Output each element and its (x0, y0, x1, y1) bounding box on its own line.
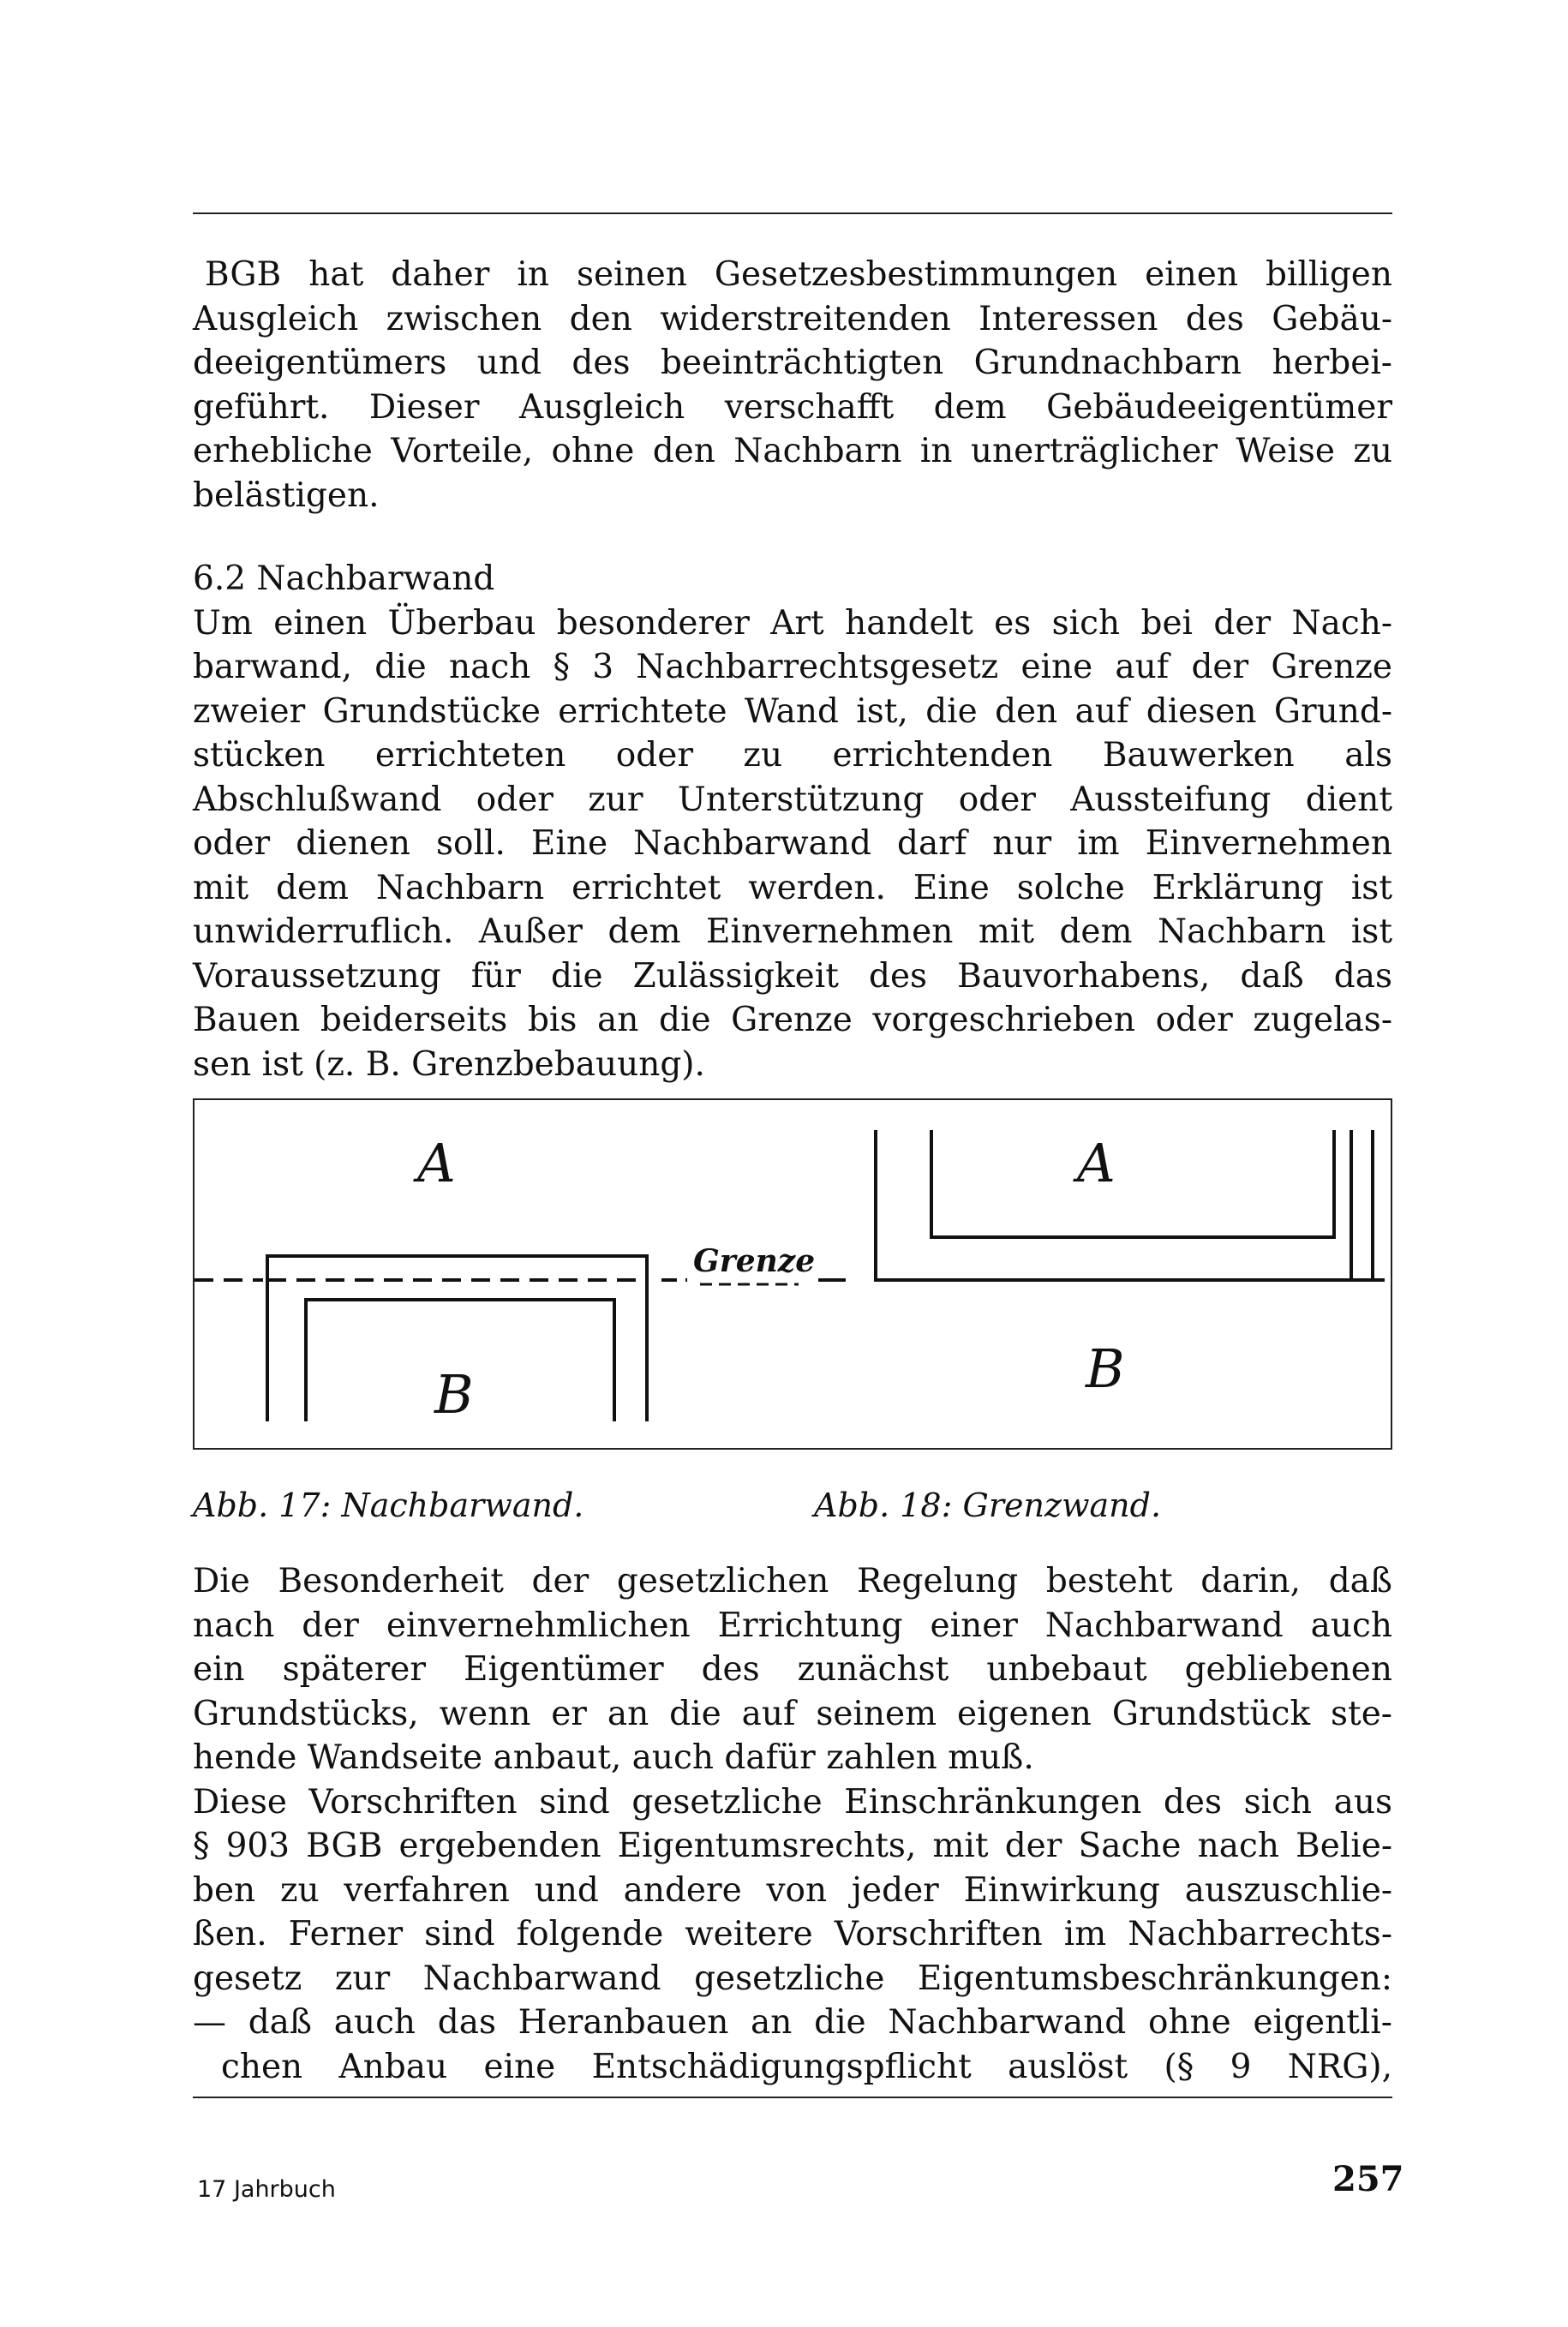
label-b-left: B (434, 1363, 474, 1426)
text-line: Voraussetzung für die Zulässigkeit des Bauvorhabens, daß das (193, 956, 1392, 996)
list-item-line: chen Anbau eine Entschädigungspflicht auslöst (§ 9 NRG), (221, 2047, 1392, 2086)
text-line: deeigentümers und des beeinträchtigten Grundnachbarn herbei- (193, 344, 1392, 382)
text-line: oder dienen soll. Eine Nachbarwand darf nur im Einvernehmen (193, 824, 1392, 863)
footer-signature: 17 Jahrbuch (197, 2176, 336, 2203)
text-line: Bauen beiderseits bis an die Grenze vorgeschrieben oder zugelas- (193, 1001, 1392, 1039)
text-line: geführt. Dieser Ausgleich verschafft dem Gebäudeeigentümer (193, 387, 1392, 427)
paragraph-1 (193, 253, 1392, 517)
label-b-right: B (1086, 1337, 1125, 1400)
text-line: Abschlußwand oder zur Unterstützung oder Aussteifung dient (193, 780, 1392, 819)
label-a-left: A (417, 1132, 456, 1194)
text-line: Diese Vorschriften sind gesetzliche Einschränkungen des sich aus (193, 1782, 1392, 1822)
text-line: nach der einvernehmlichen Errichtung einer Nachbarwand auch (193, 1606, 1392, 1645)
text-line: mit dem Nachbarn errichtet werden. Eine solche Erklärung ist (193, 868, 1392, 907)
page-number: 257 (1332, 2159, 1404, 2199)
caption-fig18: Abb. 18: Grenzwand. (814, 1487, 1162, 1524)
figure-nachbarwand-grenzwand (193, 1098, 1392, 1450)
text-line: barwand, die nach § 3 Nachbarrechtsgesetz eine auf der Grenze (193, 648, 1392, 686)
text-line: erhebliche Vorteile, ohne den Nachbarn in unerträglicher Weise zu (193, 432, 1392, 470)
bottom-rule (193, 2097, 1392, 2098)
text-line: unwiderruflich. Außer dem Einvernehmen mit dem Nachbarn ist (193, 912, 1392, 951)
caption-fig17: Abb. 17: Nachbarwand. (193, 1487, 584, 1524)
label-a-right: A (1077, 1132, 1116, 1194)
inner-wall-a (931, 1130, 1334, 1237)
text-line: gesetz zur Nachbarwand gesetzliche Eigentumsbeschränkungen: (193, 1959, 1392, 1998)
text-line: Grundstücks, wenn er an die auf seinem eigenen Grundstück ste- (193, 1694, 1392, 1733)
text-line: Um einen Überbau besonderer Art handelt es sich bei der Nach- (193, 603, 1392, 643)
text-line: hende Wandseite anbaut, auch dafür zahlen muß. (193, 1738, 1034, 1777)
grenze-label: Grenze (693, 1243, 816, 1279)
paragraph-3 (193, 1559, 1392, 2089)
text-line: BGB hat daher in seinen Gesetzesbestimmungen einen billigen (205, 255, 1392, 294)
text-line: sen ist (z. B. Grenzbebauung). (193, 1044, 705, 1084)
section-heading: 6.2 Nachbarwand (193, 559, 495, 598)
text-line: Ausgleich zwischen den widerstreitenden Interessen des Gebäu- (193, 299, 1392, 338)
text-line: stücken errichteten oder zu errichtenden Bauwerken als (193, 736, 1392, 775)
list-item-line: — daß auch das Heranbauen an die Nachbarwand ohne eigentli- (193, 2003, 1392, 2042)
text-line: ben zu verfahren und andere von jeder Einwirkung auszuschlie- (193, 1870, 1392, 1910)
text-line: belästigen. (193, 476, 380, 515)
text-line: § 903 BGB ergebenden Eigentumsrechts, mit der Sache nach Belie- (193, 1827, 1392, 1865)
top-rule (193, 212, 1392, 214)
figure-drawing (195, 1100, 1391, 1448)
outer-wall-a (876, 1130, 1373, 1280)
text-line: ein späterer Eigentümer des zunächst unbebaut gebliebenen (193, 1650, 1392, 1689)
text-line: zweier Grundstücke errichtete Wand ist, die den auf diesen Grund- (193, 691, 1392, 731)
section-6-2 (193, 557, 1392, 1086)
text-line: Die Besonderheit der gesetzlichen Regelung besteht darin, daß (193, 1562, 1392, 1600)
text-line: ßen. Ferner sind folgende weitere Vorschriften im Nachbarrechts- (193, 1915, 1392, 1953)
